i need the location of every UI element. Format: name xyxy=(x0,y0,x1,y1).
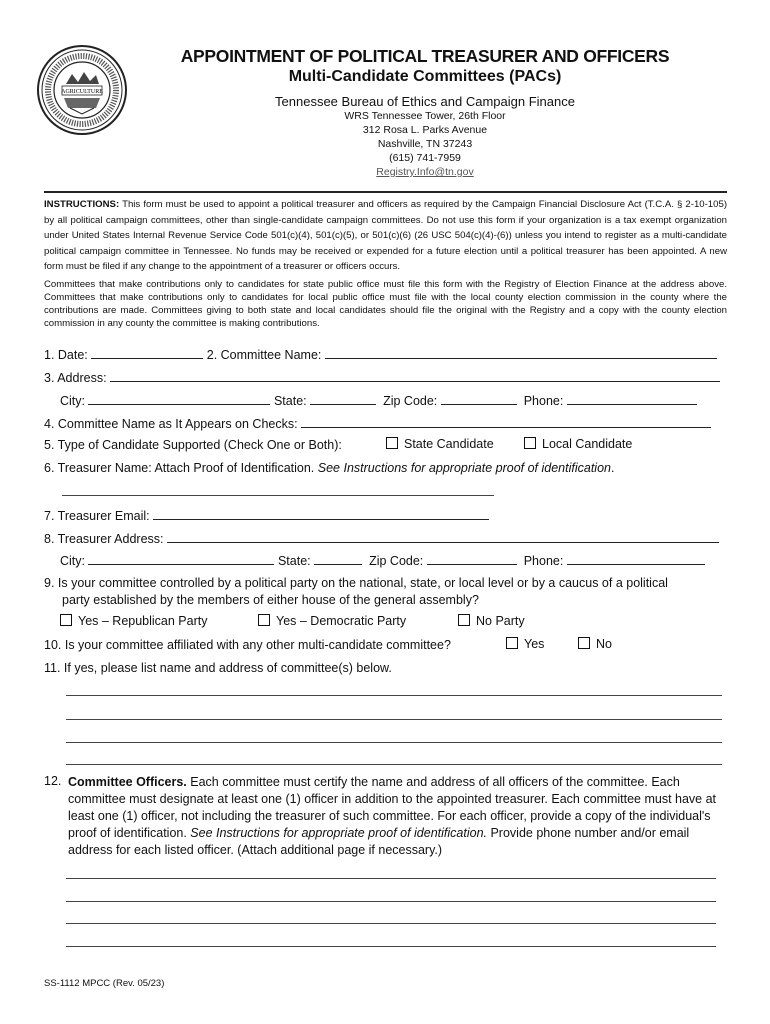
treasurer-city-field[interactable] xyxy=(88,552,274,565)
checkbox[interactable] xyxy=(524,437,536,449)
treasurer-id-note: See Instructions for appropriate proof of identification xyxy=(317,461,611,475)
local-candidate-option[interactable]: Local Candidate xyxy=(524,437,632,451)
state-field[interactable] xyxy=(310,392,376,405)
state-candidate-option[interactable]: State Candidate xyxy=(386,437,494,451)
checkbox[interactable] xyxy=(458,614,470,626)
address-label: 3. Address: xyxy=(44,371,107,385)
zip-label: Zip Code: xyxy=(383,394,438,408)
svg-text:AGRICULTURE: AGRICULTURE xyxy=(61,89,103,95)
city-field[interactable] xyxy=(88,392,270,405)
period: . xyxy=(611,461,615,475)
phone-label: Phone: xyxy=(523,394,564,408)
q9-text-cont: party established by the members of either house of the general assembly? xyxy=(62,593,479,607)
address-field[interactable] xyxy=(110,369,720,382)
phone-line: (615) 741-7959 xyxy=(389,152,461,164)
state-label: State: xyxy=(273,394,307,408)
state-seal xyxy=(36,44,128,136)
q9-text: 9. Is your committee controlled by a political party on the national, state, or local level or by a caucus of a political xyxy=(44,576,668,590)
candidate-type-label: 5. Type of Candidate Supported (Check One or Both): xyxy=(44,438,342,452)
q12-number: 12. xyxy=(44,774,62,788)
treasurer-email-label: 7. Treasurer Email: xyxy=(44,509,150,523)
instructions: INSTRUCTIONS: This form must be used to appoint a political treasurer and officers as required by the Campaign Financial Disclosure Act (T.C.A. § 2-10-105) by all political campaign committees, other than single-candidate campaign committees. Do not use this form if your organization is a tax exempt organization under United States Internal Revenue Service Code 501(c)(4), 501(c)(5), or 501(c)(6) (26 USC 504(c)(4)-(6)) unless you intend to register as a multi-candidate political campaign committee in Tennessee. No funds may be received or expended for a future election until a political treasurer has been appointed. A new form must be filed if any change to the appointment of a treasurer or officers occurs. xyxy=(44,199,728,272)
officer-line[interactable] xyxy=(66,946,716,947)
form-title: APPOINTMENT OF POLITICAL TREASURER AND OFFICERS xyxy=(180,46,670,66)
agency-name: Tennessee Bureau of Ethics and Campaign Finance xyxy=(275,94,575,109)
checkbox[interactable] xyxy=(578,637,590,649)
affiliated-committee-line[interactable] xyxy=(66,764,722,765)
affiliated-committee-line[interactable] xyxy=(66,742,722,743)
checkbox[interactable] xyxy=(258,614,270,626)
email-link[interactable]: Registry.Info@tn.gov xyxy=(376,166,474,178)
treasurer-phone-field[interactable] xyxy=(567,552,705,565)
city-label: City: xyxy=(60,394,85,408)
officer-line[interactable] xyxy=(66,901,716,902)
city-label: City: xyxy=(60,554,85,568)
form-subtitle: Multi-Candidate Committees (PACs) xyxy=(288,68,562,85)
date-label: 1. Date: xyxy=(44,348,88,362)
checks-name-label: 4. Committee Name as It Appears on Checks: xyxy=(44,417,298,431)
address-line: WRS Tennessee Tower, 26th Floor xyxy=(344,110,506,122)
state-label: State: xyxy=(277,554,311,568)
address-line: Nashville, TN 37243 xyxy=(377,138,473,150)
treasurer-zip-field[interactable] xyxy=(427,552,517,565)
republican-option[interactable]: Yes – Republican Party xyxy=(60,614,207,628)
zip-label: Zip Code: xyxy=(369,554,424,568)
affiliated-yes-option[interactable]: Yes xyxy=(506,637,544,651)
treasurer-email-field[interactable] xyxy=(153,507,489,520)
checkbox[interactable] xyxy=(60,614,72,626)
committee-name-label: 2. Committee Name: xyxy=(206,348,322,362)
officer-line[interactable] xyxy=(66,923,716,924)
form-id: SS-1112 MPCC (Rev. 05/23) xyxy=(44,978,165,989)
officer-line[interactable] xyxy=(66,878,716,879)
filing-instructions: Committees that make contributions only to candidates for state public office must file this form with the Registry of Election Finance at the address above. Committees that make contributions only to candidates for local public office must file with the local county election commission in the county where the contributions are made. Committees giving to both state and local candidates should file the original with the Registry and a copy with the county election commission in any county the committee is making contributions. xyxy=(44,279,727,329)
q10-text: 10. Is your committee affiliated with any other multi-candidate committee? xyxy=(44,638,451,652)
officers-instructions: Committee Officers. Each committee must certify the name and address of all officers of the committee. Each committee must designate at least one (1) officer in addition to the appointed treasurer. Each committee must have at least one (1) officer, not including the treasurer of such committee. For each officer, provide a copy of the individual's proof of identification. See Instructions for appropriate proof of identification. Provide phone number and/or email address for each listed officer. (Attach additional page if necessary.) xyxy=(68,775,717,857)
affiliated-no-option[interactable]: No xyxy=(578,637,612,651)
no-party-option[interactable]: No Party xyxy=(458,614,525,628)
affiliated-committee-line[interactable] xyxy=(66,719,722,720)
checkbox[interactable] xyxy=(386,437,398,449)
affiliated-committee-line[interactable] xyxy=(66,695,722,696)
phone-label: Phone: xyxy=(523,554,564,568)
q11-text: 11. If yes, please list name and address of committee(s) below. xyxy=(44,661,392,675)
date-field[interactable] xyxy=(91,346,203,359)
treasurer-state-field[interactable] xyxy=(314,552,362,565)
treasurer-address-label: 8. Treasurer Address: xyxy=(44,532,164,546)
checkbox[interactable] xyxy=(506,637,518,649)
treasurer-name-field[interactable] xyxy=(62,495,494,496)
treasurer-name-label: 6. Treasurer Name: Attach Proof of Identification. xyxy=(44,461,315,475)
officers-label: Committee Officers. xyxy=(68,775,187,789)
officers-id-note: See Instructions for appropriate proof of identification. xyxy=(190,826,487,840)
treasurer-address-field[interactable] xyxy=(167,530,719,543)
zip-field[interactable] xyxy=(441,392,517,405)
checks-name-field[interactable] xyxy=(301,415,711,428)
address-line: 312 Rosa L. Parks Avenue xyxy=(362,124,488,136)
committee-name-field[interactable] xyxy=(325,346,717,359)
instructions-label: INSTRUCTIONS: xyxy=(44,199,120,210)
democratic-option[interactable]: Yes – Democratic Party xyxy=(258,614,406,628)
divider xyxy=(44,191,727,193)
phone-field[interactable] xyxy=(567,392,697,405)
